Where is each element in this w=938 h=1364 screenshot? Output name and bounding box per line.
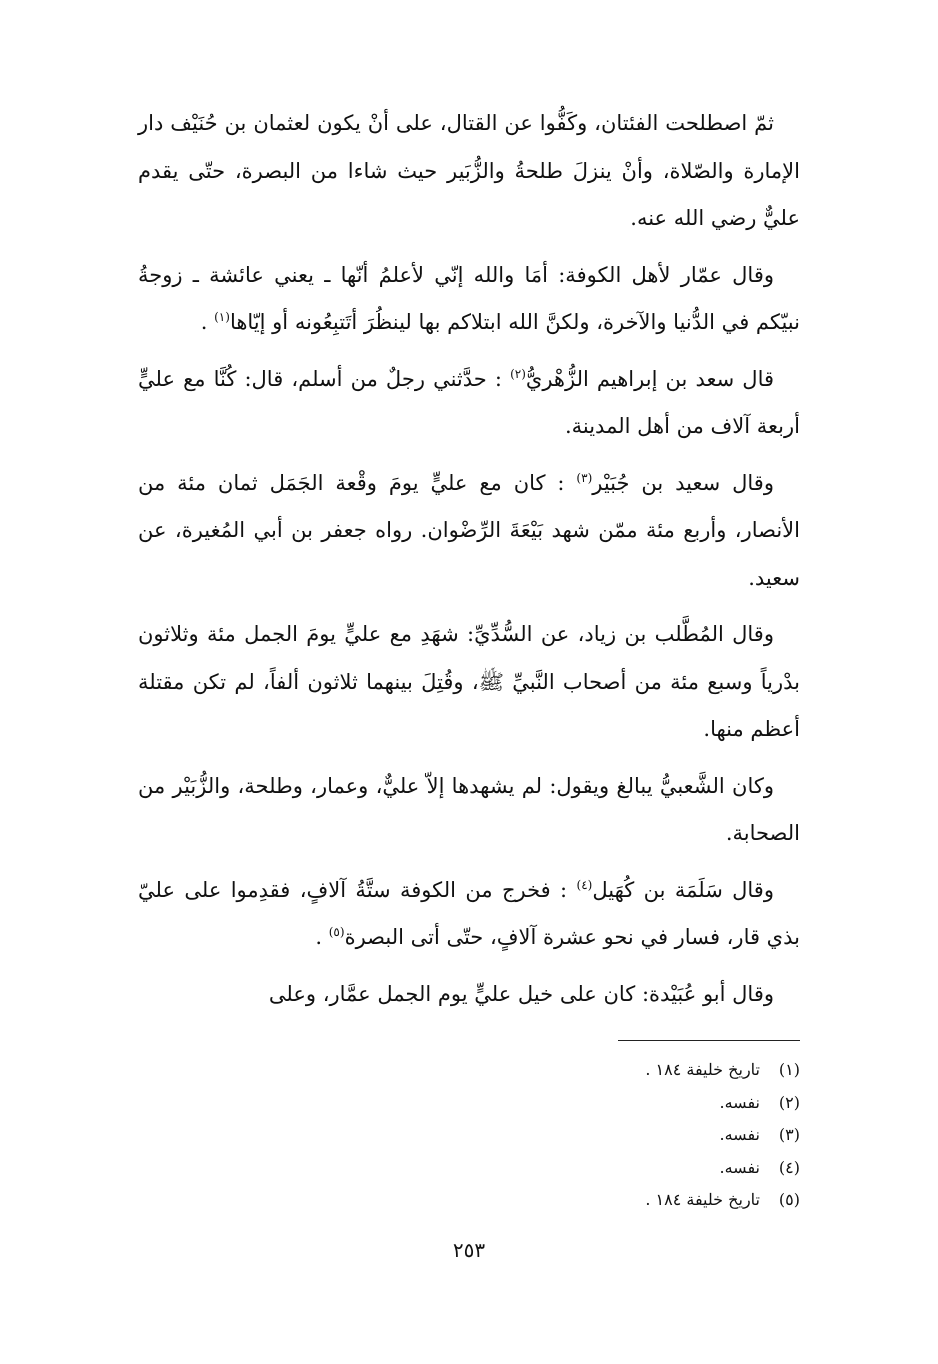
text-run: : فخرج من الكوفة ستَّةُ آلافٍ، فقدِموا على عليّ بذي قار، فسار في نحو عشرة آلافٍ، حتّى أتى البصرة	[138, 877, 800, 949]
text-run: .	[200, 310, 215, 334]
footnote	[420, 1184, 800, 1217]
text-run: .	[315, 925, 329, 949]
footnote-marker: (٣)	[576, 470, 593, 485]
text-run: وقال المُطَّلب بن زياد، عن السُّدِّيِّ: شهَدِ مع عليٍّ يومَ الجمل مئة وثلاثون بدْرياً وسبع مئة من أصحاب النَّبيِّ ﷺ، وقُتِلَ بينهما ثلاثون ألفاً، لم تكن مقتلة أعظم منها.	[138, 622, 800, 741]
footnote-text: تاريخ خليفة ١٨٤ .	[645, 1190, 760, 1209]
footnote	[420, 1054, 800, 1087]
footnote	[420, 1087, 800, 1120]
footnote	[420, 1152, 800, 1185]
paragraph	[138, 356, 800, 451]
paragraph	[138, 867, 800, 962]
footnote-marker: (٥)	[328, 925, 345, 939]
footnote-number: (٥)	[778, 1190, 800, 1209]
footnote-number: (٢)	[778, 1092, 800, 1112]
paragraph	[138, 611, 800, 754]
text-run: وقال أبو عُبَيْدة: كان على خيل عليٍّ يوم الجمل عمَّار، وعلى	[268, 981, 774, 1006]
text-run: ثمّ اصطلحت الفئتان، وكَفُّوا عن القتال، على أنْ يكون لعثمان بن حُنَيْف دار الإمارة والصّلاة، وأنْ ينزلَ طلحةُ والزُّبَير حيث شاءا من البصرة، حتّى يقدم عليٌّ رضي الله عنه.	[138, 111, 800, 230]
footnote-text: نفسه.	[719, 1157, 760, 1177]
footnotes-list	[420, 1054, 800, 1217]
text-run: وقال سعيد بن جُبَيْر	[592, 470, 774, 495]
footnote-number: (٣)	[778, 1125, 800, 1144]
footnote-text: نفسه.	[719, 1092, 760, 1112]
footnote-marker: (٢)	[510, 366, 526, 381]
footnote	[420, 1119, 800, 1152]
paragraph	[138, 971, 800, 1019]
text-run: وقال سَلَمَة بن كُهَيل	[592, 877, 774, 902]
paragraph	[138, 460, 800, 603]
text-run: وقال عمّار لأهل الكوفة: أمَا والله إنّي لأعلمُ أنّها ـ يعني عائشة ـ زوجةُ نبيّكم في الدُّنيا والآخرة، ولكنَّ الله ابتلاكم بها لينظُرَ أتَتبِعُونه أو إيّاها	[138, 262, 800, 334]
text-run: : حدَّثني رجلٌ من أسلم، قال: كُنَّا مع عليٍّ أربعة آلاف من أهل المدينة.	[138, 366, 800, 438]
main-text	[138, 100, 800, 1018]
footnote-number: (١)	[778, 1060, 800, 1079]
footnote-text: نفسه.	[719, 1125, 760, 1144]
text-run: وكان الشَّعبيُّ يبالغ ويقول: لم يشهدها إلاّ عليٌّ، وعمار، وطلحة، والزُّبَيْر من الصحابة.	[138, 773, 800, 845]
paragraph	[138, 252, 800, 347]
text-run: : كان مع عليٍّ يومَ وقْعة الجَمَل ثمان مئة من الأنصار، وأربع مئة ممّن شهد بَيْعَةَ الرِّضْوان. رواه جعفر بن أبي المُغيرة، عن سعيد.	[138, 470, 800, 590]
footnote-separator	[618, 1040, 800, 1041]
footnote-marker: (١)	[214, 310, 230, 324]
footnote-number: (٤)	[778, 1157, 800, 1177]
footnote-text: تاريخ خليفة ١٨٤ .	[645, 1060, 760, 1079]
page-number: ٢٥٣	[452, 1238, 486, 1262]
paragraph	[138, 100, 800, 243]
text-run: قال سعد بن إبراهيم الزُّهْريُّ	[525, 366, 775, 391]
paragraph	[138, 763, 800, 858]
footnote-marker: (٤)	[576, 877, 593, 892]
